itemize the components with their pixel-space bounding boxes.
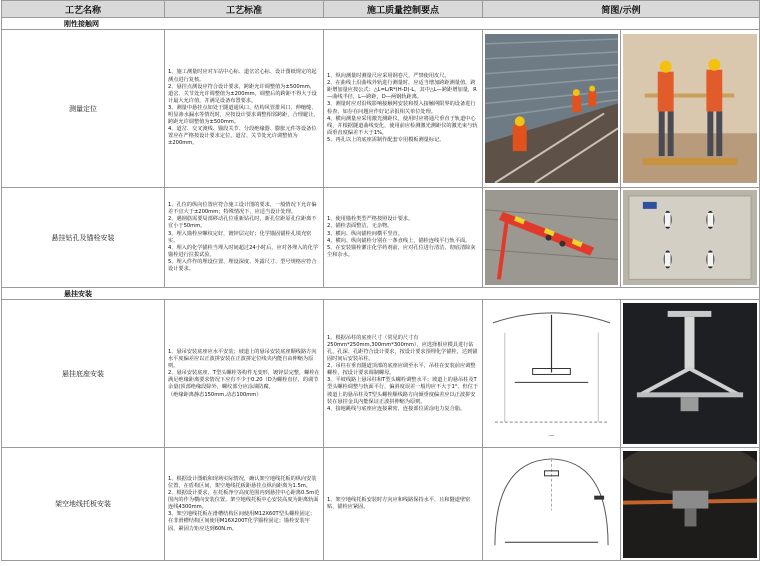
example-photo-anchor-bolts bbox=[621, 188, 760, 288]
quality-control-points: 1、架空地线托板安装时方向应和线路保持水平，且和隧道壁密贴，锚栓应紧固。 bbox=[324, 448, 483, 561]
header-process-name: 工艺名称 bbox=[2, 1, 165, 18]
table-row bbox=[2, 300, 760, 448]
process-name: 悬挂底座安装 bbox=[2, 300, 165, 448]
header-diagram-example: 简图/示例 bbox=[483, 1, 760, 18]
example-photo-ground-wire-bracket bbox=[621, 448, 760, 561]
table-row bbox=[2, 30, 760, 188]
process-standard: 1、孔位的纵向位置应符合施工设计图的要求，一般情况下允许偏差不宜大于±200mm；特殊情况下，应适当设计处理。 2、遇钢筋需要局部移动孔位重新钻孔时，新孔位距原孔位距离不宜小于50mm。 3、埋入锚栓应螺纹完好，镀锌层完好；化学锚固锚栓孔填充密实。 4、埋入的化学锚栓当埋入时间超过24小时后，应对各埋入的化学锚栓进行拉拔试验。 5、埋入件作的埋设位置、埋设深度、外露尺寸、型号规格应符合设计要求。 bbox=[165, 188, 324, 288]
example-photo-anchor-drilling bbox=[483, 188, 621, 288]
quality-control-points: 1、使用锚栓类型严格按照设计要求。 2、锚栓表面整洁，无杂物。 3、横向、纵向锚栓间横平竖直。 4、横向、纵向锚栓分别在一条直线上，锚栓连线平行轨平面。 5、在安装锚栓灌注化学药剂前，应对孔位进行清洁，彻底清除灰尘和杂水。 bbox=[324, 188, 483, 288]
section-suspension-installation: 悬挂安装 bbox=[2, 288, 760, 300]
quality-control-points: 1、根据吊柱的底座尺寸（常见的尺寸有250mm*250mm,300mm*300mm），应选择相应模具进行钻孔，孔深、孔距符合设计要求，按设计要求预埋化学锚栓，达到锚固时间后安装吊柱。 2、吊柱在垂直隧道顶部的底座应调至水平，吊柱在安装前应调整螺栓，按设计要求调制螺母。 3、平坡线路上悬吊柱和T型头螺栓调整水平；坡道上的悬吊柱及T型头螺栓调整与轨面平行，偏斜度误差一般均应不大于1°，但位于坡道上的悬吊柱及T型头螺栓顺线路方向倾垂度偏差应以正波拼安装在悬挂金具内能保证正波拼伸缩为原则。 4、接地跳线与底座应连接紧密，连接部位需涂电力复合脂。 bbox=[324, 300, 483, 448]
process-standard: 1、悬吊安装底座应水平安装；坡道上的悬吊安装底座顺线路方向水平度偏差应以正波拼安装在正波拼定位线夹内能自由伸缩为原则。 2、悬吊安装底座、T型头螺栓等构件无变形，镀锌层完整，螺栓在满足绝缘距离要求情况下应有不少于0.20（D为螺栓直径，的调节余量(顶部绝缘段除外，螺纹部分应涂油防腐。 （绝缘距离静态150mm,动态100mm） bbox=[165, 300, 324, 448]
header-quality-control: 施工质量控制要点 bbox=[324, 1, 483, 18]
svg-text:—: — bbox=[548, 432, 555, 440]
example-photo-tunnel-survey bbox=[483, 30, 621, 188]
example-photo-workers-measuring bbox=[621, 30, 760, 188]
process-table bbox=[1, 0, 760, 561]
example-drawing-ground-wire-bracket bbox=[483, 448, 621, 561]
section-rigid-catenary: 刚性接触网 bbox=[2, 18, 760, 30]
table-row bbox=[2, 188, 760, 288]
process-name: 测量定位 bbox=[2, 30, 165, 188]
table-row bbox=[2, 448, 760, 561]
process-name: 悬挂钻孔及锚栓安装 bbox=[2, 188, 165, 288]
process-standard: 1、施工测量时应对车站中心标、道岔岔心标、设计图纸规定的起测点进行复核。 2、悬挂点测设应符合设计要求，跨距允许调整值为±500mm，道岔、关节处允许调整值为±200mm，调整后的跨距不得大于设计最大允许值，并满足设备布置要求。 3、测量中悬挂点如处于隧道通风口、结构风管排风口、伸缩缝、明显渗水漏水等情况时，应按设计要求调整相邻跨距，合理避让，跨距允许调整值为±500mm。 4、道岔、交叉渡线、锚段关节、分段绝缘器、膨胀元件等设备位置应在严格按设计要求定位，道岔、关节处允许调整值为±200mm。 bbox=[165, 30, 324, 188]
header-process-standard: 工艺标准 bbox=[165, 1, 324, 18]
quality-control-points: 1、纵向测量时测量尺应采用钢卷尺，严禁使用皮尺。 2、在曲线上沿曲线外轨进行测量时，应适当增加跨距测量值，跨距增加量应按公式：△L=L/R*(H-D)-L。其中△L—跨距增加量，R—曲线半径，L—跨距，D—两钢轨距离。 3、测量时应对沿线影响接触网安装和授入接触网限界的设备进行检查，如存在问题应作好记录报相关单位处理。 4、横向测量应采用激光测距仪，使用时应将通尺垂直于轨道中心线，并根据隧道曲线变化，使用前应检测激光测距仪的激光束与轨面垂直度偏差不大于1%。 5、再孔以上的底座需制作配套专用模板测量标记。 bbox=[324, 30, 483, 188]
example-photo-suspension-base bbox=[621, 300, 760, 448]
example-drawing-suspension-base bbox=[483, 300, 621, 448]
process-name: 架空地线托板安装 bbox=[2, 448, 165, 561]
process-standard: 1、根据设计图纸和现场实际情况，确认架空地线托板的纵向安装位置，在盾构区间，架空地线托板距悬挂点纵向距离为1.5m。 2、根据设计要求，在托板净空高度范围内到悬挂中心距离0.5m范围内的作为横向安装位置。架空地线托板中心安装高度为距离轨面连线4300mm。 3、架空地线托板在滑槽结构区间使用M12X60T型头螺栓固定；在非滑槽结构区间使用M16X200T化学锚栓固定；锚栓安装牢固，紧固力矩应达到60N.m。 bbox=[165, 448, 324, 561]
